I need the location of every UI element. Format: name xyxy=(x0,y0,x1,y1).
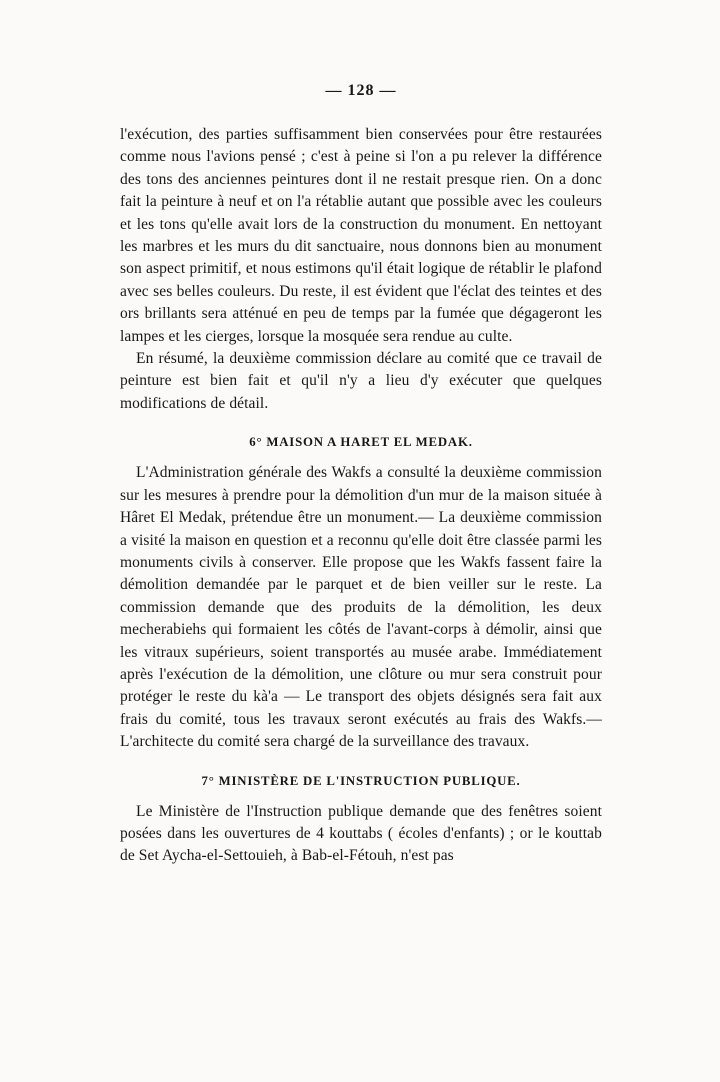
paragraph-summary: En résumé, la deuxième commission déclare au comité que ce travail de peinture est bien fait et qu'il n'y a lieu d'y exécuter que quelques modifications de détail. xyxy=(120,350,602,412)
page-body xyxy=(120,124,602,868)
paragraph-ministere-instruction-publique: Le Ministère de l'Instruction publique demande que des fenêtres soient posées dans les ouvertures de 4 kouttabs ( écoles d'enfants) ; or le kouttab de Set Aycha-el-Settouieh, à Bab-el-Fétouh, n'est pas xyxy=(120,802,602,865)
page-number: — 128 — xyxy=(325,82,397,99)
paragraph-maison-haret-el-medak: L'Administration générale des Wakfs a consulté la deuxième commission sur les mesures à prendre pour la démolition d'un mur de la maison située à Hâret El Medak, prétendue être un monument.— La deuxième commission a visité la maison en question et a reconnu qu'elle doit être classée parmi les monuments civils à conserver. Elle propose que les Wakfs fassent faire la démolition demandée par le parquet et de bien veiller sur le reste. La commission demande que des produits de la démolition, les deux mecherabiehs qui formaient les côtés de l'avant-corps à démolir, ainsi que les vitraux supérieurs, soient transportés au musée arabe. Immédiatement après l'exécution de la démolition, une clôture ou mur sera construit pour protéger le reste du kà'a — Le transport des objets désignés sera fait aux frais du comité, tous les travaux seront exécutés au frais des Wakfs.—L'architecte du comité sera chargé de la surveillance des travaux. xyxy=(120,464,602,751)
section-heading-ministere-instruction-publique: 7° MINISTÈRE DE L'INSTRUCTION PUBLIQUE. xyxy=(201,773,521,788)
paragraph-continuation: l'exécution, des parties suffisamment bien conservées pour être restaurées comme nous l'avions pensé ; c'est à peine si l'on a pu relever la différence des tons des anciennes peintures dont il ne restait presque rien. On a donc fait la peinture à neuf et on l'a rétablie autant que possible avec les couleurs et les tons qu'elle avait lors de la construction du monument. En nettoyant les marbres et les murs du dit sanctuaire, nous donnons bien au monument son aspect primitif, et nous estimons qu'il était logique de rétablir le plafond avec ses belles couleurs. Du reste, il est évident que l'éclat des teintes et des ors brillants sera atténué en peu de temps par la fumée que dégageront les lampes et les cierges, lorsque la mosquée sera rendue au culte. xyxy=(120,126,602,345)
section-heading-maison-haret-el-medak: 6° MAISON A HARET EL MEDAK. xyxy=(249,435,473,450)
